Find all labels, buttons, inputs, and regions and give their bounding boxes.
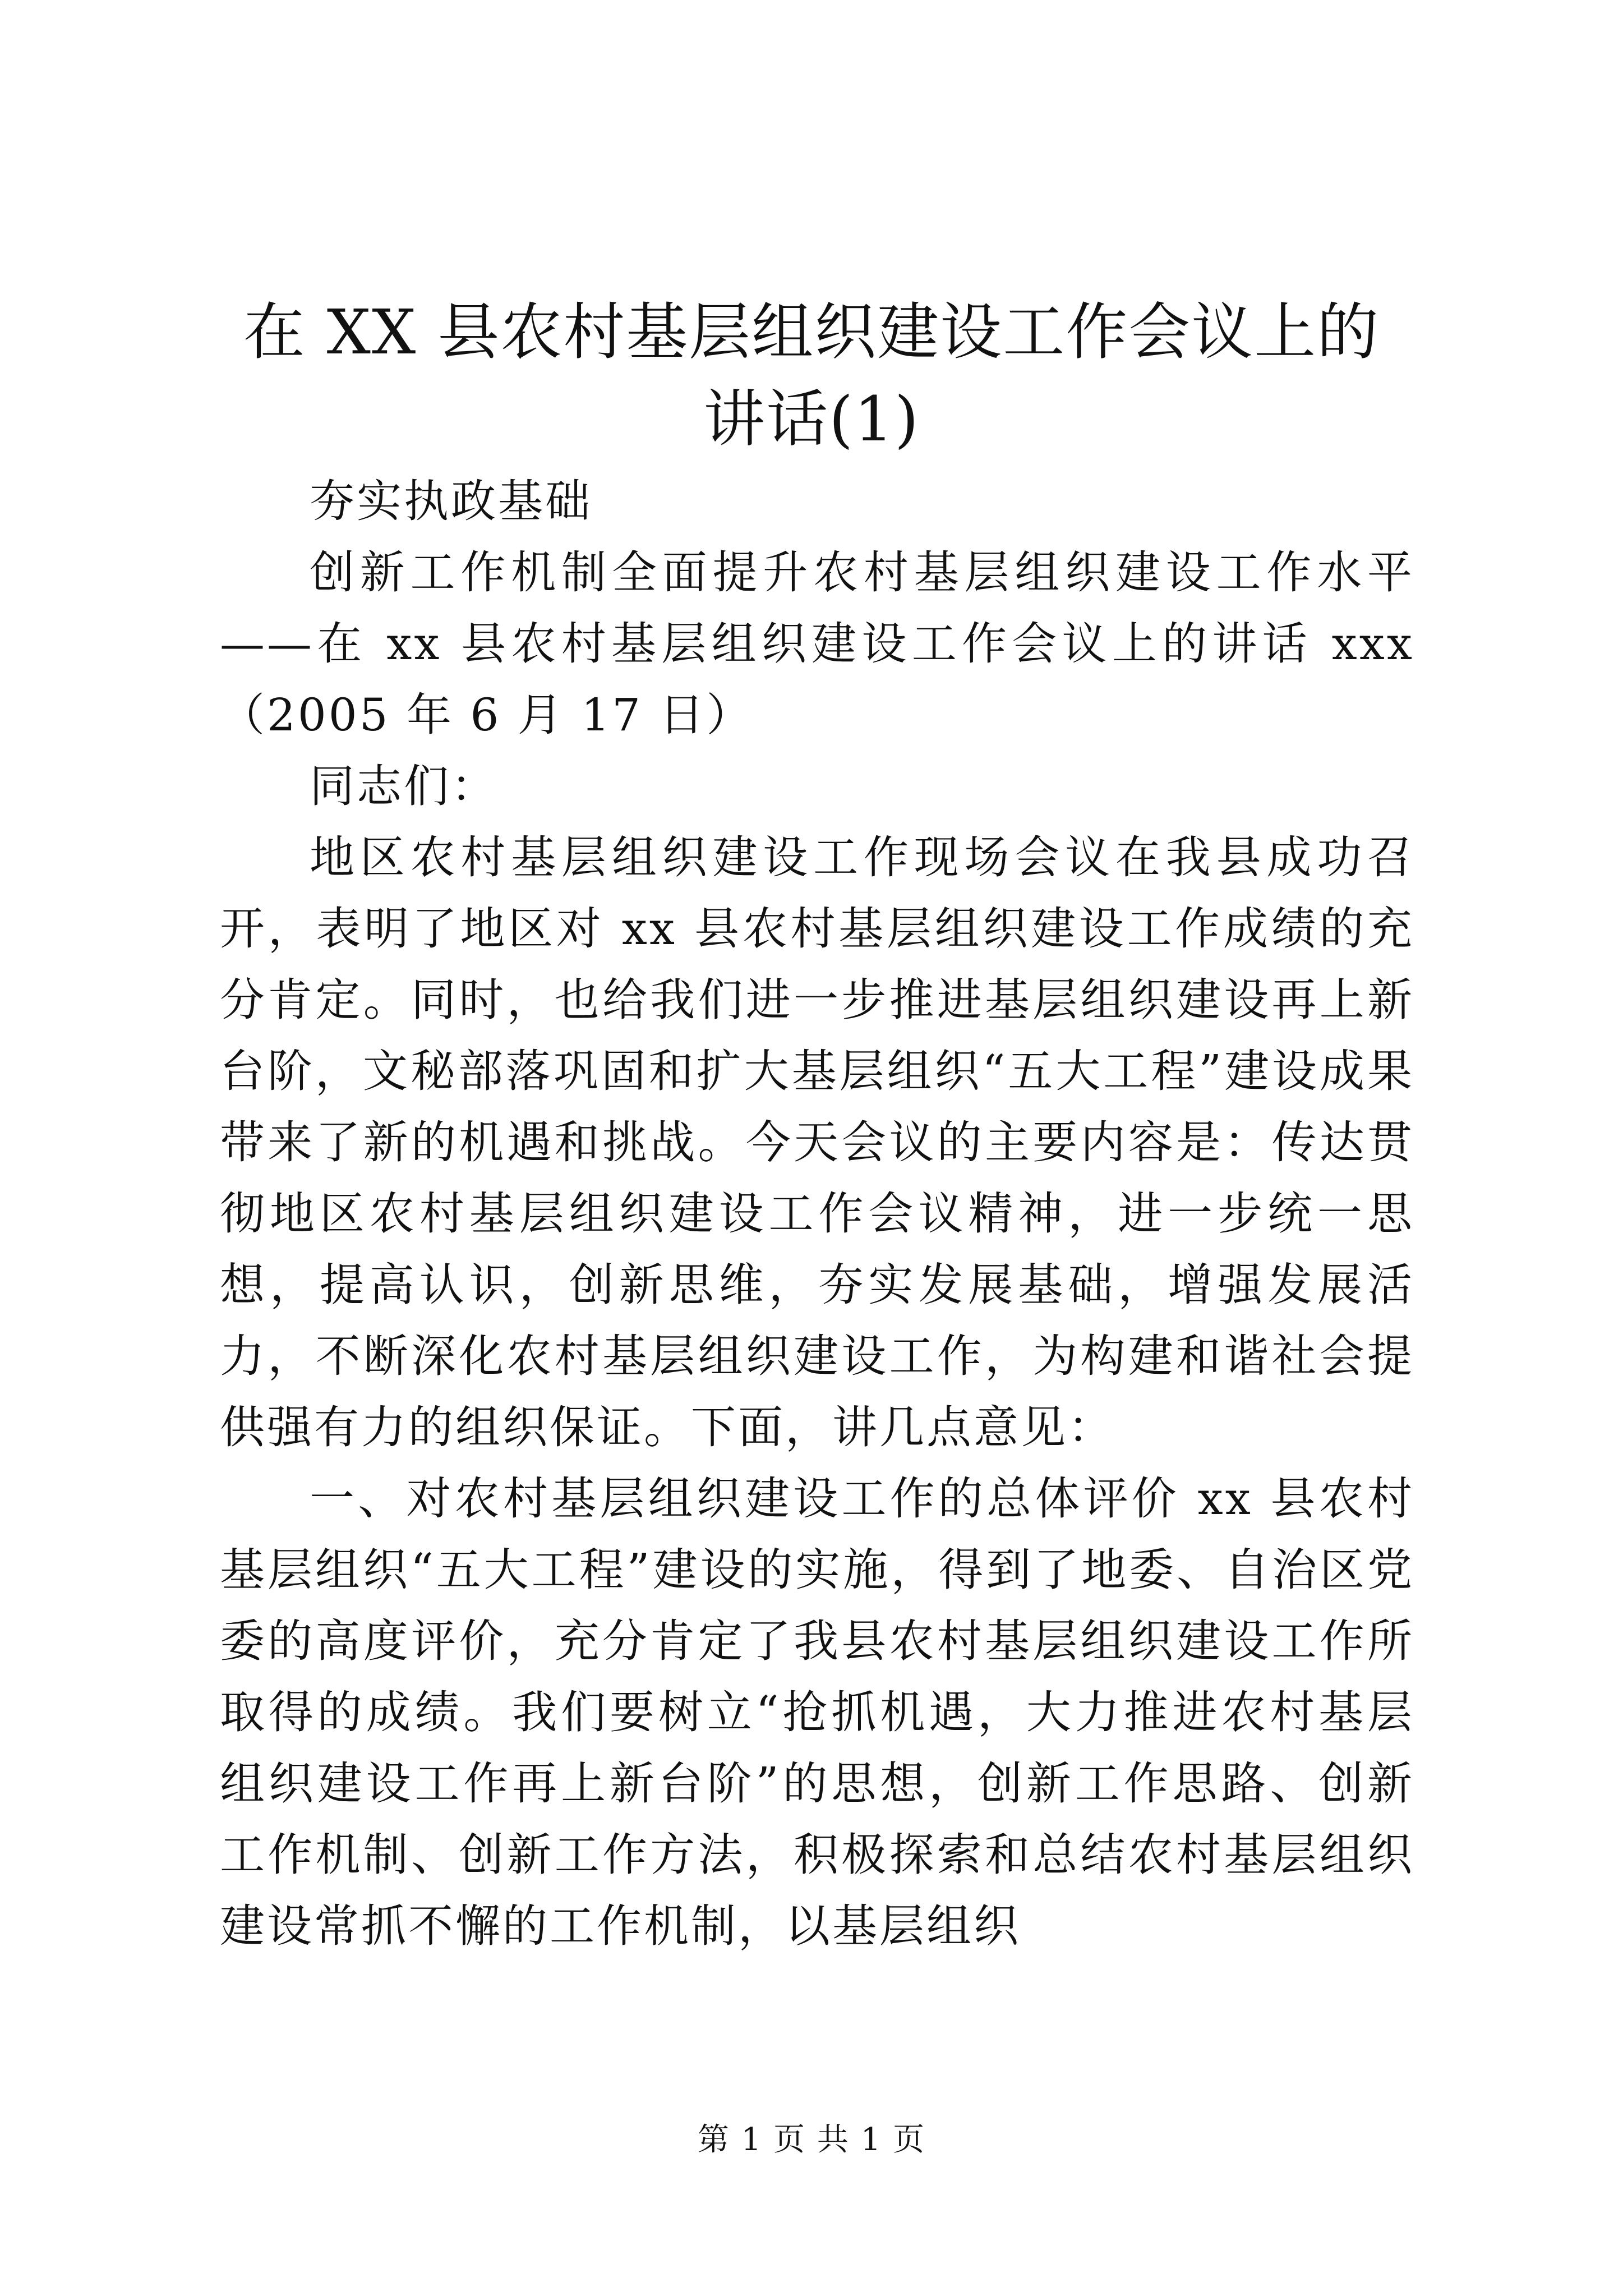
document-body [220,466,1414,1962]
document-title: 在 XX 县农村基层组织建设工作会议上的讲话(1) [243,296,1380,455]
paragraph-heading: 创新工作机制全面提升农村基层组织建设工作水平——在 xx 县农村基层组织建设工作会议上的讲话 xxx（2005 年 6 月 17 日） [220,546,1414,741]
page-number-footer: 第 1 页 共 1 页 [697,2122,926,2158]
paragraph-body: 一、对农村基层组织建设工作的总体评价 xx 县农村基层组织“五大工程”建设的实施，得到了地委、自治区党委的高度评价，充分肯定了我县农村基层组织建设工作所取得的成绩。我们要树立“抢抓机遇，大力推进农村基层组织建设工作再上新台阶”的思想，创新工作思路、创新工作机制、创新工作方法，积极探索和总结农村基层组织建设常抓不懈的工作机制，以基层组织 [220,1473,1414,1952]
paragraph-salutation: 同志们： [310,760,498,812]
paragraph-subtitle: 夯实执政基础 [310,475,592,527]
paragraph-body: 地区农村基层组织建设工作现场会议在我县成功召开，表明了地区对 xx 县农村基层组织建设工作成绩的充分肯定。同时，也给我们进一步推进基层组织建设再上新台阶，文秘部落巩固和扩大基层组织“五大工程”建设成果带来了新的机遇和挑战。今天会议的主要内容是：传达贯彻地区农村基层组织建设工作会议精神，进一步统一思想，提高认识，创新思维，夯实发展基础，增强发展活力，不断深化农村基层组织建设工作，为构建和谐社会提供强有力的组织保证。下面，讲几点意见： [220,831,1414,1453]
